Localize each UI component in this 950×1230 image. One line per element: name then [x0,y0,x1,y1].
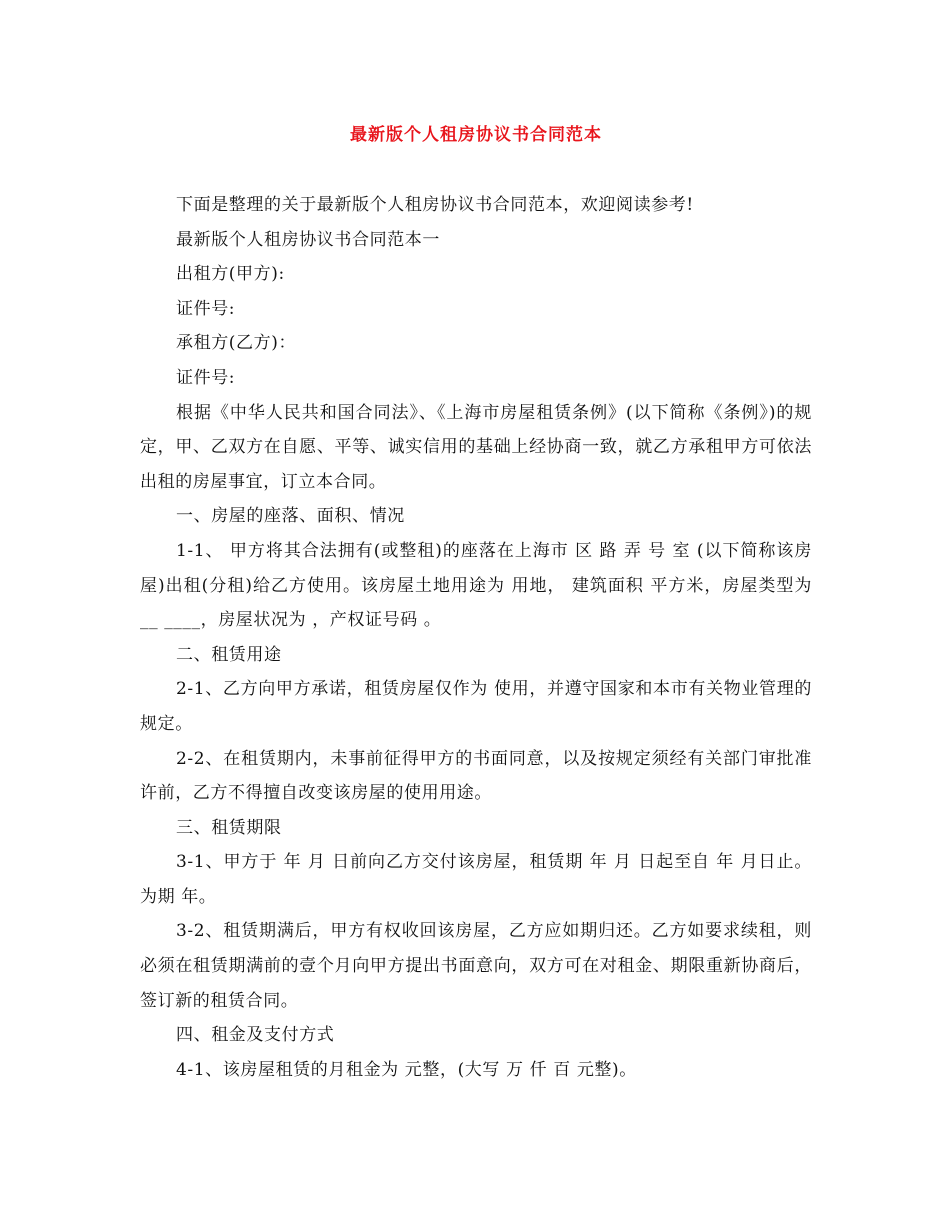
clause-3-2: 3-2、租赁期满后，甲方有权收回该房屋，乙方应如期归还。乙方如要求续租，则必须在租赁期满前的壹个月向甲方提出书面意向，双方可在对租金、期限重新协商后，签订新的租赁合同。 [140,921,812,1011]
clause-2-1: 2-1、乙方向甲方承诺，租赁房屋仅作为 使用，并遵守国家和本市有关物业管理的规定。 [140,679,812,734]
lessee-field: 承租方(乙方)： [176,333,297,354]
section-heading-premises: 一、房屋的座落、面积、情况 [176,506,405,527]
clause-1-1: 1-1、 甲方将其合法拥有(或整租)的座落在上海市 区 路 弄 号 室 (以下简称该房屋)出租(分租)给乙方使用。该房屋土地用途为 用地， 建筑面积 平方米，房屋类型为__ ____，房屋状况为 ，产权证号码 。 [140,540,812,631]
clause-2-2: 2-2、在租赁期内，未事前征得甲方的书面同意，以及按规定须经有关部门审批准许前，乙方不得擅自改变该房屋的使用用途。 [140,748,812,804]
section-heading-term: 三、租赁期限 [176,817,282,838]
lessor-id-field: 证件号: [176,298,236,319]
clause-4-1: 4-1、该房屋租赁的月租金为 元整，(大写 万 仟 百 元整)。 [176,1059,637,1080]
document-title: 最新版个人租房协议书合同范本 [350,125,602,145]
clause-3-1: 3-1、甲方于 年 月 日前向乙方交付该房屋，租赁期 年 月 日起至自 年 月日止。为期 年。 [140,852,812,907]
section-heading-usage: 二、租赁用途 [176,644,282,665]
lessor-field: 出租方(甲方): [176,264,285,285]
section-heading-rent: 四、租金及支付方式 [176,1025,335,1046]
intro-paragraph: 下面是整理的关于最新版个人租房协议书合同范本，欢迎阅读参考! [176,195,694,215]
preamble-paragraph: 根据《中华人民共和国合同法》、《上海市房屋租赁条例》(以下简称《条例》)的规定，甲、乙双方在自愿、平等、诚实信用的基础上经协商一致，就乙方承租甲方可依法出租的房屋事宜，订立本合同。 [140,402,812,492]
section-heading-sample-one: 最新版个人租房协议书合同范本一 [176,229,440,250]
lessee-id-field: 证件号: [176,367,236,388]
